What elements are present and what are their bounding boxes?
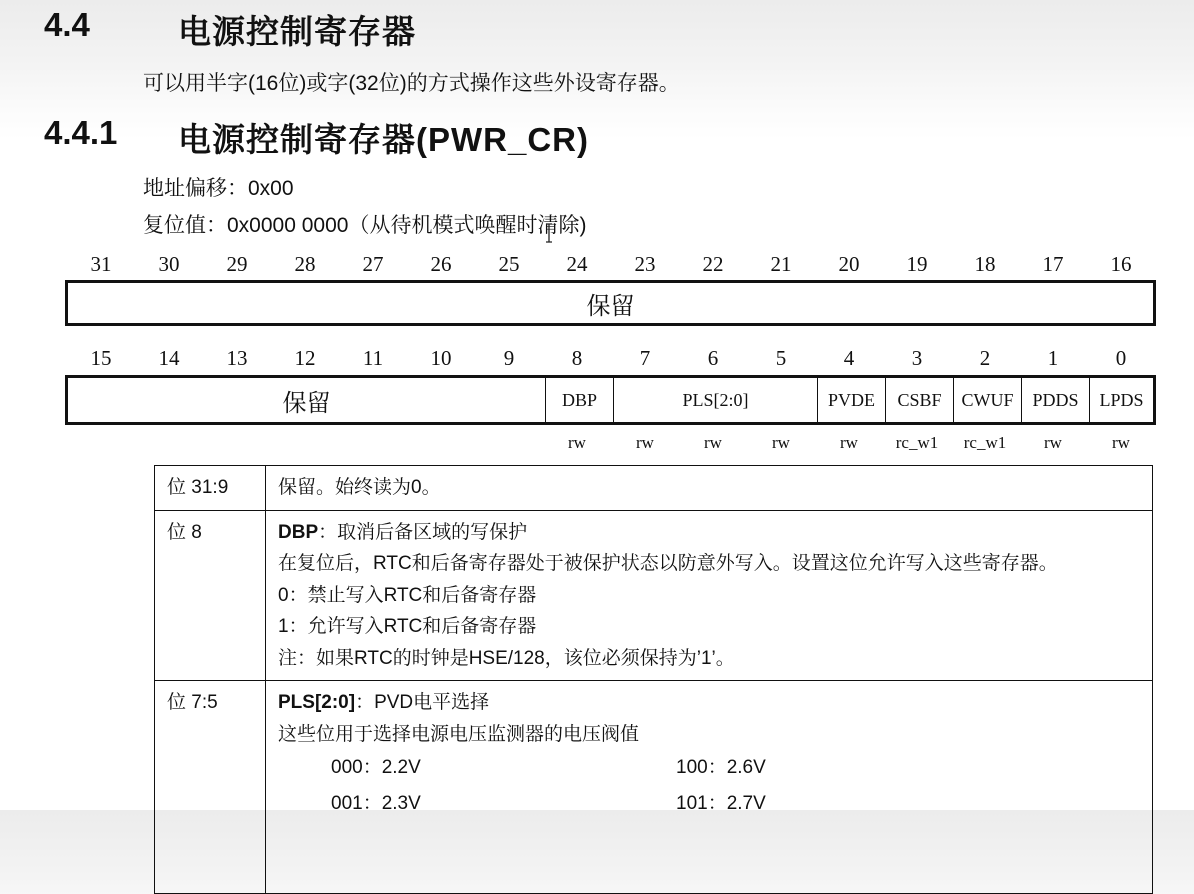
description-line: 注：如果RTC的时钟是HSE/128，该位必须保持为’1’。 (278, 647, 735, 669)
access-type: rc_w1 (963, 433, 1007, 452)
description-cell (266, 466, 1153, 511)
register-lower-half (65, 375, 1156, 425)
register-upper-half (65, 280, 1156, 326)
voltage-option: 101：2.7V (676, 793, 766, 814)
bit-number: 25 (498, 252, 520, 276)
field-csbf: CSBF (886, 378, 954, 422)
bit-number: 10 (430, 346, 452, 370)
bit-number: 1 (1047, 346, 1059, 370)
bit-number: 12 (294, 346, 316, 370)
description-line: 0：禁止写入RTC和后备寄存器 (278, 584, 537, 606)
description-line: 这些位用于选择电源电压监测器的电压阀值 (278, 723, 640, 745)
bit-number: 15 (90, 346, 112, 370)
subsection-title: 电源控制寄存器(PWR_CR) (178, 121, 589, 158)
bit-number: 30 (158, 252, 180, 276)
text-cursor-icon (545, 223, 553, 243)
bit-number: 17 (1042, 252, 1064, 276)
voltage-options (278, 750, 1140, 822)
bit-number: 4 (843, 346, 855, 370)
bit-number: 23 (634, 252, 656, 276)
section-intro: 可以用半字(16位)或字(32位)的方式操作这些外设寄存器。 (143, 72, 680, 95)
bit-number: 13 (226, 346, 248, 370)
field-lpds: LPDS (1099, 389, 1144, 410)
access-type: rw (1044, 433, 1062, 452)
field-title (278, 687, 1140, 719)
bit-number: 5 (775, 346, 787, 370)
voltage-option: 000：2.2V (331, 757, 421, 778)
bit-range-cell: 位 31:9 (155, 466, 266, 511)
field-dbp: DBP (546, 378, 614, 422)
access-type: rw (704, 433, 722, 452)
access-type: rw (840, 433, 858, 452)
bit-range-cell: 位 8 (155, 510, 266, 681)
bit-number: 11 (362, 346, 384, 370)
reset-value: 复位值：0x0000 0000（从待机模式唤醒时清除) (143, 214, 587, 237)
bit-number: 18 (974, 252, 996, 276)
bit-number: 22 (702, 252, 724, 276)
bit-number: 8 (571, 346, 583, 370)
description-line: 在复位后，RTC和后备寄存器处于被保护状态以防意外写入。设置这位允许写入这些寄存器。 (278, 553, 1058, 574)
bit-number: 28 (294, 252, 316, 276)
address-offset: 地址偏移：0x00 (143, 177, 294, 200)
bit-range-cell: 位 7:5 (155, 681, 266, 894)
field-name: PLS[2:0] (278, 692, 356, 713)
bit-number: 31 (90, 252, 112, 276)
access-type: rw (636, 433, 654, 452)
description-line: 1：允许写入RTC和后备寄存器 (278, 616, 537, 637)
bit-number: 9 (503, 346, 515, 370)
reserved-field-lower: 保留 (68, 378, 546, 422)
bit-number: 7 (639, 346, 651, 370)
bit-number: 24 (566, 252, 588, 276)
field-pls: PLS[2:0] (614, 378, 818, 422)
field-title (278, 517, 1140, 549)
bit-number: 2 (979, 346, 991, 370)
bit-number: 14 (158, 346, 180, 370)
field-title-rest: ：PVD电平选择 (355, 692, 490, 713)
field-pvde: PVDE (818, 378, 886, 422)
description-cell (266, 681, 1153, 894)
section-title: 电源控制寄存器 (178, 13, 416, 50)
table-row (155, 681, 1153, 894)
bit-number: 0 (1115, 346, 1127, 370)
voltage-option: 100：2.6V (676, 757, 766, 778)
bit-number: 29 (226, 252, 248, 276)
bit-number: 21 (770, 252, 792, 276)
section-number: 4.4 (44, 6, 90, 43)
table-row (155, 510, 1153, 681)
access-type: rc_w1 (895, 433, 939, 452)
bit-number: 19 (906, 252, 928, 276)
bit-number: 20 (838, 252, 860, 276)
description-cell (266, 510, 1153, 681)
access-type: rw (772, 433, 790, 452)
voltage-option: 001：2.3V (331, 793, 421, 814)
field-pdds: PDDS (1022, 378, 1090, 422)
subsection-number: 4.4.1 (44, 114, 118, 151)
access-type: rw (568, 433, 586, 452)
bit-number: 16 (1110, 252, 1132, 276)
bit-description-table (154, 465, 1153, 894)
field-cwuf: CWUF (954, 378, 1022, 422)
bit-number: 6 (707, 346, 719, 370)
access-type: rw (1112, 433, 1130, 452)
bit-number: 26 (430, 252, 452, 276)
bit-number: 3 (911, 346, 923, 370)
bit-number: 27 (362, 252, 384, 276)
table-row (155, 466, 1153, 511)
field-name: DBP (278, 521, 319, 543)
field-title-rest: ：取消后备区域的写保护 (318, 521, 528, 543)
description-line: 保留。始终读为0。 (278, 477, 441, 498)
reserved-field-upper: 保留 (586, 292, 635, 320)
